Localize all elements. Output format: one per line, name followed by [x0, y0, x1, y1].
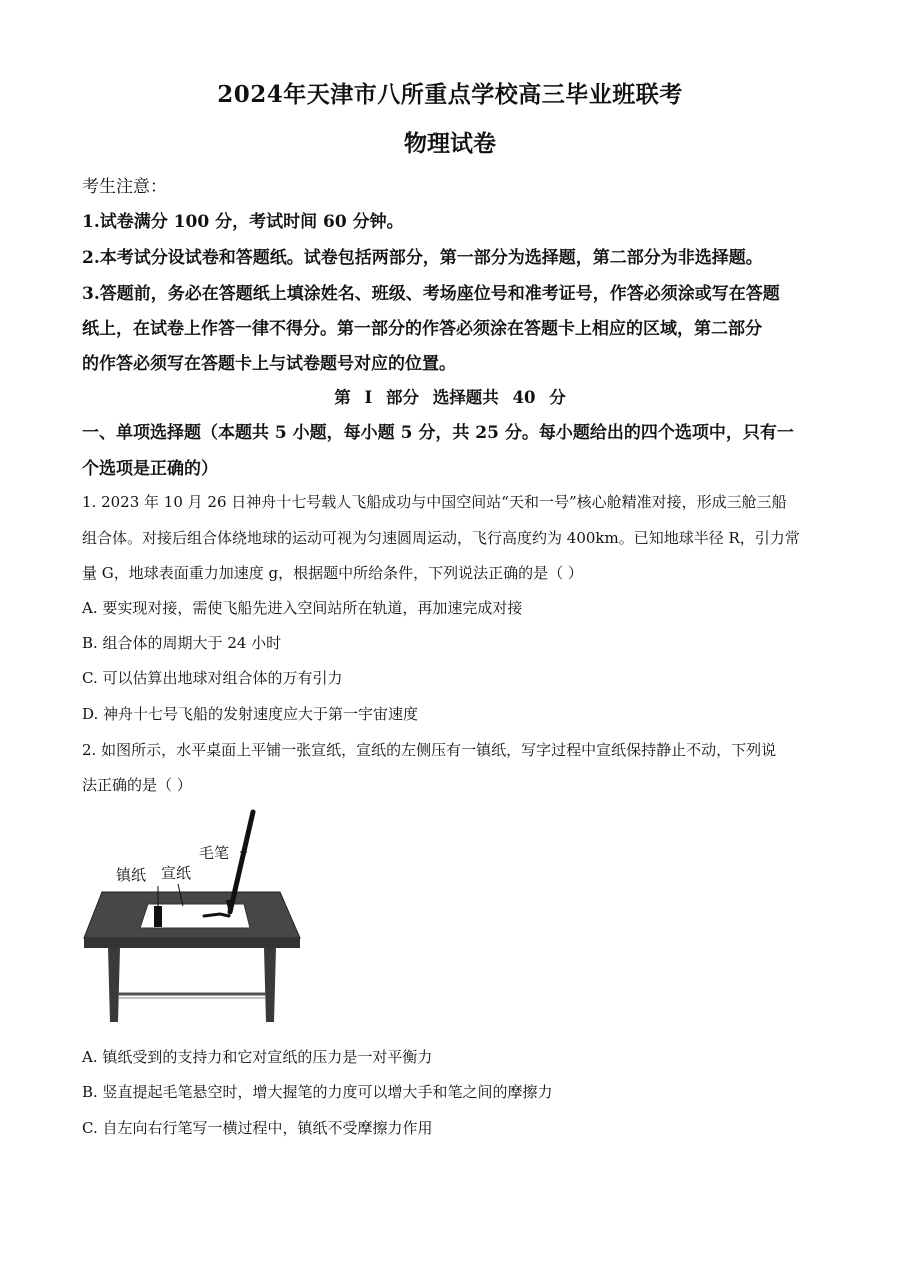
q1-stem-line-2: 组合体。对接后组合体绕地球的运动可视为匀速圆周运动，飞行高度约为 400km。已知地球半径 R，引力常 — [82, 529, 800, 547]
paper-label: 宣纸 — [161, 864, 192, 882]
q2-stem-line-2: 法正确的是（ ） — [82, 776, 192, 794]
section-instructions-1: 一、单项选择题（本题共 5 小题，每小题 5 分，共 25 分。每小题给出的四个选项中，只有一 — [82, 423, 794, 443]
q1-stem-line-3: 量 G，地球表面重力加速度 g，根据题中所给条件，下列说法正确的是（ ） — [82, 564, 583, 582]
q1-option-c: C. 可以估算出地球对组合体的万有引力 — [82, 669, 343, 687]
q1-option-a: A. 要实现对接，需使飞船先进入空间站所在轨道，再加速完成对接 — [82, 599, 523, 617]
notice-item-3-cont-1: 纸上，在试卷上作答一律不得分。第一部分的作答必须涂在答题卡上相应的区域，第二部分 — [82, 319, 762, 339]
q1-option-d: D. 神舟十七号飞船的发射速度应大于第一宇宙速度 — [82, 705, 419, 723]
exam-title: 2024年天津市八所重点学校高三毕业班联考 — [217, 81, 683, 108]
ink-stroke — [204, 914, 229, 916]
q2-option-c: C. 自左向右行笔写一横过程中，镇纸不受摩擦力作用 — [82, 1119, 433, 1137]
q1-option-b: B. 组合体的周期大于 24 小时 — [82, 634, 282, 652]
notice-item-3-cont-2: 的作答必须写在答题卡上与试卷题号对应的位置。 — [82, 354, 456, 374]
q2-option-a: A. 镇纸受到的支持力和它对宣纸的压力是一对平衡力 — [82, 1048, 433, 1066]
brush-label: 毛笔 — [199, 844, 230, 862]
paperweight — [154, 906, 162, 927]
paperweight-label: 镇纸 — [116, 866, 147, 884]
part-title: 第 I 部分 选择题共 40 分 — [334, 388, 566, 407]
table-leg-left — [108, 948, 120, 1022]
section-instructions-2: 个选项是正确的） — [82, 459, 218, 479]
q2-stem-line-1: 2. 如图所示，水平桌面上平铺一张宣纸，宣纸的左侧压有一镇纸，写字过程中宣纸保持静止不动，下列说 — [82, 741, 777, 759]
table-apron — [84, 938, 300, 948]
notice-heading: 考生注意： — [82, 177, 167, 197]
q2-option-b: B. 竖直提起毛笔悬空时，增大握笔的力度可以增大手和笔之间的摩擦力 — [82, 1083, 553, 1101]
table-leg-right — [264, 948, 276, 1022]
exam-subtitle: 物理试卷 — [404, 130, 496, 157]
q1-stem-line-1: 1. 2023 年 10 月 26 日神舟十七号载人飞船成功与中国空间站“天和一号”核心舱精准对接，形成三舱三船 — [82, 493, 787, 511]
notice-item-2: 2.本考试分设试卷和答题纸。试卷包括两部分，第一部分为选择题，第二部分为非选择题。 — [82, 248, 763, 268]
notice-item-3: 3.答题前，务必在答题纸上填涂姓名、班级、考场座位号和准考证号，作答必须涂或写在答题 — [82, 284, 780, 304]
desk-figure — [82, 808, 304, 1028]
notice-item-1: 1.试卷满分 100 分，考试时间 60 分钟。 — [82, 212, 404, 232]
